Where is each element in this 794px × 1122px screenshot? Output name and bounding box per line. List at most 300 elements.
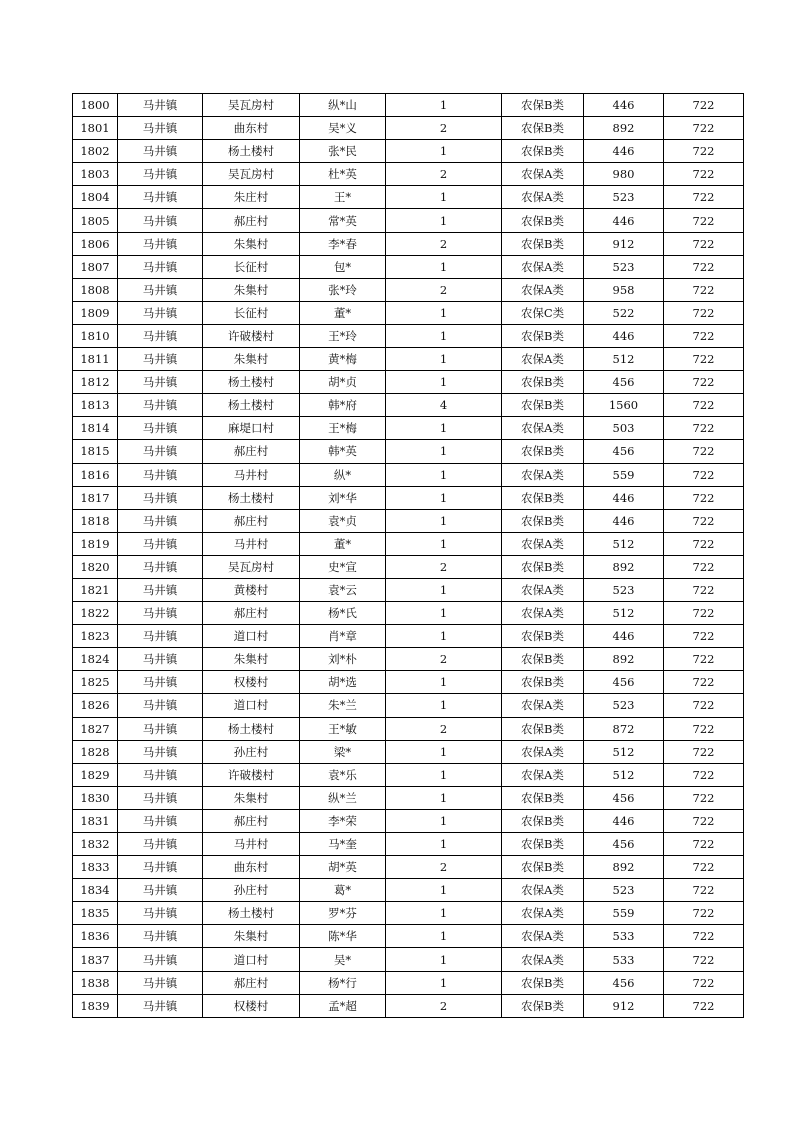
amount-cell: 912	[584, 232, 664, 255]
amount-cell: 512	[584, 763, 664, 786]
town-cell: 马井镇	[118, 833, 203, 856]
insurance-type-cell: 农保B类	[502, 994, 584, 1017]
row-number-cell: 1819	[73, 532, 118, 555]
code-cell: 722	[664, 394, 744, 417]
code-cell: 722	[664, 740, 744, 763]
town-cell: 马井镇	[118, 394, 203, 417]
amount-cell: 446	[584, 140, 664, 163]
village-cell: 黄楼村	[203, 578, 300, 601]
name-cell: 吴*义	[300, 117, 386, 140]
village-cell: 马井村	[203, 463, 300, 486]
household-count-cell: 1	[386, 255, 502, 278]
code-cell: 722	[664, 948, 744, 971]
insurance-type-cell: 农保B类	[502, 786, 584, 809]
amount-cell: 872	[584, 717, 664, 740]
insurance-type-cell: 农保B类	[502, 486, 584, 509]
row-number-cell: 1835	[73, 902, 118, 925]
row-number-cell: 1830	[73, 786, 118, 809]
name-cell: 杨*氏	[300, 602, 386, 625]
household-count-cell: 4	[386, 394, 502, 417]
name-cell: 胡*英	[300, 856, 386, 879]
insurance-type-cell: 农保B类	[502, 971, 584, 994]
amount-cell: 892	[584, 555, 664, 578]
insurance-type-cell: 农保B类	[502, 717, 584, 740]
row-number-cell: 1837	[73, 948, 118, 971]
name-cell: 李*春	[300, 232, 386, 255]
town-cell: 马井镇	[118, 971, 203, 994]
amount-cell: 892	[584, 117, 664, 140]
table-row	[73, 786, 744, 809]
town-cell: 马井镇	[118, 763, 203, 786]
amount-cell: 446	[584, 209, 664, 232]
village-cell: 杨土楼村	[203, 140, 300, 163]
town-cell: 马井镇	[118, 186, 203, 209]
household-count-cell: 1	[386, 740, 502, 763]
table-row	[73, 740, 744, 763]
code-cell: 722	[664, 856, 744, 879]
insurance-type-cell: 农保A类	[502, 532, 584, 555]
town-cell: 马井镇	[118, 486, 203, 509]
table-row	[73, 694, 744, 717]
village-cell: 郝庄村	[203, 602, 300, 625]
amount-cell: 533	[584, 925, 664, 948]
name-cell: 董*	[300, 532, 386, 555]
insurance-type-cell: 农保B类	[502, 671, 584, 694]
household-count-cell: 1	[386, 625, 502, 648]
name-cell: 包*	[300, 255, 386, 278]
town-cell: 马井镇	[118, 625, 203, 648]
town-cell: 马井镇	[118, 163, 203, 186]
name-cell: 孟*超	[300, 994, 386, 1017]
town-cell: 马井镇	[118, 879, 203, 902]
amount-cell: 912	[584, 994, 664, 1017]
insurance-type-cell: 农保A类	[502, 186, 584, 209]
insurance-type-cell: 农保A类	[502, 879, 584, 902]
town-cell: 马井镇	[118, 301, 203, 324]
village-cell: 郝庄村	[203, 971, 300, 994]
amount-cell: 512	[584, 348, 664, 371]
code-cell: 722	[664, 417, 744, 440]
name-cell: 杨*行	[300, 971, 386, 994]
code-cell: 722	[664, 555, 744, 578]
table-row	[73, 440, 744, 463]
town-cell: 马井镇	[118, 440, 203, 463]
village-cell: 朱集村	[203, 348, 300, 371]
table-row	[73, 971, 744, 994]
household-count-cell: 2	[386, 648, 502, 671]
insurance-type-cell: 农保B类	[502, 394, 584, 417]
household-count-cell: 2	[386, 163, 502, 186]
table-row	[73, 278, 744, 301]
table-row	[73, 994, 744, 1017]
household-count-cell: 1	[386, 417, 502, 440]
table-body	[73, 94, 744, 1018]
household-count-cell: 2	[386, 856, 502, 879]
name-cell: 常*英	[300, 209, 386, 232]
code-cell: 722	[664, 140, 744, 163]
town-cell: 马井镇	[118, 209, 203, 232]
town-cell: 马井镇	[118, 278, 203, 301]
amount-cell: 446	[584, 94, 664, 117]
code-cell: 722	[664, 763, 744, 786]
amount-cell: 456	[584, 440, 664, 463]
name-cell: 王*梅	[300, 417, 386, 440]
insurance-type-cell: 农保B类	[502, 509, 584, 532]
table-row	[73, 948, 744, 971]
code-cell: 722	[664, 278, 744, 301]
row-number-cell: 1807	[73, 255, 118, 278]
village-cell: 马井村	[203, 833, 300, 856]
code-cell: 722	[664, 717, 744, 740]
code-cell: 722	[664, 509, 744, 532]
town-cell: 马井镇	[118, 532, 203, 555]
town-cell: 马井镇	[118, 809, 203, 832]
amount-cell: 446	[584, 324, 664, 347]
row-number-cell: 1813	[73, 394, 118, 417]
village-cell: 权楼村	[203, 671, 300, 694]
name-cell: 罗*芬	[300, 902, 386, 925]
row-number-cell: 1815	[73, 440, 118, 463]
name-cell: 李*荣	[300, 809, 386, 832]
name-cell: 王*	[300, 186, 386, 209]
village-cell: 吴瓦房村	[203, 555, 300, 578]
row-number-cell: 1820	[73, 555, 118, 578]
amount-cell: 456	[584, 833, 664, 856]
insurance-type-cell: 农保B类	[502, 117, 584, 140]
row-number-cell: 1828	[73, 740, 118, 763]
village-cell: 郝庄村	[203, 809, 300, 832]
row-number-cell: 1836	[73, 925, 118, 948]
table-row	[73, 186, 744, 209]
code-cell: 722	[664, 440, 744, 463]
row-number-cell: 1808	[73, 278, 118, 301]
amount-cell: 522	[584, 301, 664, 324]
table-row	[73, 324, 744, 347]
row-number-cell: 1810	[73, 324, 118, 347]
name-cell: 黄*梅	[300, 348, 386, 371]
insurance-type-cell: 农保A类	[502, 694, 584, 717]
code-cell: 722	[664, 232, 744, 255]
amount-cell: 456	[584, 786, 664, 809]
town-cell: 马井镇	[118, 417, 203, 440]
name-cell: 张*民	[300, 140, 386, 163]
row-number-cell: 1817	[73, 486, 118, 509]
village-cell: 许破楼村	[203, 324, 300, 347]
village-cell: 朱庄村	[203, 186, 300, 209]
code-cell: 722	[664, 186, 744, 209]
name-cell: 纵*兰	[300, 786, 386, 809]
row-number-cell: 1806	[73, 232, 118, 255]
insurance-type-cell: 农保A类	[502, 348, 584, 371]
row-number-cell: 1822	[73, 602, 118, 625]
table-row	[73, 532, 744, 555]
household-count-cell: 1	[386, 140, 502, 163]
town-cell: 马井镇	[118, 717, 203, 740]
village-cell: 道口村	[203, 948, 300, 971]
amount-cell: 446	[584, 509, 664, 532]
table-row	[73, 879, 744, 902]
table-row	[73, 348, 744, 371]
code-cell: 722	[664, 902, 744, 925]
insurance-type-cell: 农保A类	[502, 578, 584, 601]
village-cell: 杨土楼村	[203, 486, 300, 509]
insurance-type-cell: 农保A类	[502, 255, 584, 278]
records-table	[72, 93, 744, 1018]
table-row	[73, 555, 744, 578]
village-cell: 朱集村	[203, 648, 300, 671]
table-row	[73, 140, 744, 163]
code-cell: 722	[664, 994, 744, 1017]
village-cell: 朱集村	[203, 925, 300, 948]
row-number-cell: 1832	[73, 833, 118, 856]
code-cell: 722	[664, 879, 744, 902]
code-cell: 722	[664, 602, 744, 625]
name-cell: 吴*	[300, 948, 386, 971]
row-number-cell: 1839	[73, 994, 118, 1017]
amount-cell: 512	[584, 602, 664, 625]
code-cell: 722	[664, 371, 744, 394]
amount-cell: 533	[584, 948, 664, 971]
table-row	[73, 925, 744, 948]
table-row	[73, 417, 744, 440]
row-number-cell: 1829	[73, 763, 118, 786]
household-count-cell: 1	[386, 440, 502, 463]
row-number-cell: 1824	[73, 648, 118, 671]
row-number-cell: 1814	[73, 417, 118, 440]
town-cell: 马井镇	[118, 786, 203, 809]
insurance-type-cell: 农保A类	[502, 948, 584, 971]
household-count-cell: 2	[386, 717, 502, 740]
name-cell: 张*玲	[300, 278, 386, 301]
household-count-cell: 1	[386, 186, 502, 209]
insurance-type-cell: 农保A类	[502, 763, 584, 786]
row-number-cell: 1805	[73, 209, 118, 232]
row-number-cell: 1809	[73, 301, 118, 324]
row-number-cell: 1804	[73, 186, 118, 209]
insurance-type-cell: 农保B类	[502, 833, 584, 856]
row-number-cell: 1812	[73, 371, 118, 394]
household-count-cell: 1	[386, 463, 502, 486]
village-cell: 杨土楼村	[203, 902, 300, 925]
household-count-cell: 2	[386, 232, 502, 255]
row-number-cell: 1811	[73, 348, 118, 371]
household-count-cell: 1	[386, 694, 502, 717]
row-number-cell: 1821	[73, 578, 118, 601]
row-number-cell: 1816	[73, 463, 118, 486]
insurance-type-cell: 农保A类	[502, 902, 584, 925]
code-cell: 722	[664, 532, 744, 555]
insurance-type-cell: 农保B类	[502, 324, 584, 347]
code-cell: 722	[664, 786, 744, 809]
town-cell: 马井镇	[118, 348, 203, 371]
amount-cell: 512	[584, 740, 664, 763]
row-number-cell: 1827	[73, 717, 118, 740]
household-count-cell: 1	[386, 809, 502, 832]
row-number-cell: 1823	[73, 625, 118, 648]
amount-cell: 980	[584, 163, 664, 186]
town-cell: 马井镇	[118, 925, 203, 948]
village-cell: 杨土楼村	[203, 394, 300, 417]
insurance-type-cell: 农保B类	[502, 555, 584, 578]
name-cell: 陈*华	[300, 925, 386, 948]
code-cell: 722	[664, 671, 744, 694]
name-cell: 肖*章	[300, 625, 386, 648]
code-cell: 722	[664, 209, 744, 232]
code-cell: 722	[664, 255, 744, 278]
table-row	[73, 717, 744, 740]
village-cell: 郝庄村	[203, 440, 300, 463]
table-row	[73, 394, 744, 417]
row-number-cell: 1831	[73, 809, 118, 832]
insurance-type-cell: 农保B类	[502, 209, 584, 232]
amount-cell: 446	[584, 809, 664, 832]
table-row	[73, 301, 744, 324]
town-cell: 马井镇	[118, 255, 203, 278]
name-cell: 胡*贞	[300, 371, 386, 394]
town-cell: 马井镇	[118, 671, 203, 694]
name-cell: 纵*	[300, 463, 386, 486]
amount-cell: 456	[584, 671, 664, 694]
amount-cell: 1560	[584, 394, 664, 417]
household-count-cell: 1	[386, 671, 502, 694]
amount-cell: 523	[584, 578, 664, 601]
name-cell: 韩*英	[300, 440, 386, 463]
household-count-cell: 1	[386, 902, 502, 925]
code-cell: 722	[664, 324, 744, 347]
amount-cell: 446	[584, 486, 664, 509]
town-cell: 马井镇	[118, 232, 203, 255]
town-cell: 马井镇	[118, 94, 203, 117]
household-count-cell: 2	[386, 117, 502, 140]
code-cell: 722	[664, 301, 744, 324]
household-count-cell: 1	[386, 763, 502, 786]
name-cell: 董*	[300, 301, 386, 324]
village-cell: 马井村	[203, 532, 300, 555]
household-count-cell: 1	[386, 371, 502, 394]
town-cell: 马井镇	[118, 324, 203, 347]
table-row	[73, 763, 744, 786]
insurance-type-cell: 农保A类	[502, 602, 584, 625]
town-cell: 马井镇	[118, 694, 203, 717]
household-count-cell: 1	[386, 786, 502, 809]
code-cell: 722	[664, 648, 744, 671]
household-count-cell: 1	[386, 602, 502, 625]
row-number-cell: 1838	[73, 971, 118, 994]
code-cell: 722	[664, 94, 744, 117]
code-cell: 722	[664, 809, 744, 832]
amount-cell: 958	[584, 278, 664, 301]
code-cell: 722	[664, 117, 744, 140]
table-row	[73, 833, 744, 856]
amount-cell: 892	[584, 856, 664, 879]
village-cell: 朱集村	[203, 278, 300, 301]
table-row	[73, 486, 744, 509]
name-cell: 王*玲	[300, 324, 386, 347]
insurance-type-cell: 农保B类	[502, 648, 584, 671]
table-row	[73, 671, 744, 694]
row-number-cell: 1825	[73, 671, 118, 694]
row-number-cell: 1826	[73, 694, 118, 717]
village-cell: 麻堤口村	[203, 417, 300, 440]
name-cell: 纵*山	[300, 94, 386, 117]
village-cell: 道口村	[203, 625, 300, 648]
insurance-type-cell: 农保B类	[502, 140, 584, 163]
row-number-cell: 1800	[73, 94, 118, 117]
table-row	[73, 117, 744, 140]
name-cell: 王*敏	[300, 717, 386, 740]
insurance-type-cell: 农保B类	[502, 856, 584, 879]
household-count-cell: 1	[386, 324, 502, 347]
insurance-type-cell: 农保B类	[502, 625, 584, 648]
town-cell: 马井镇	[118, 140, 203, 163]
town-cell: 马井镇	[118, 948, 203, 971]
table-row	[73, 809, 744, 832]
amount-cell: 523	[584, 255, 664, 278]
table-row	[73, 578, 744, 601]
village-cell: 吴瓦房村	[203, 94, 300, 117]
name-cell: 韩*府	[300, 394, 386, 417]
household-count-cell: 1	[386, 301, 502, 324]
household-count-cell: 1	[386, 948, 502, 971]
name-cell: 马*奎	[300, 833, 386, 856]
amount-cell: 512	[584, 532, 664, 555]
name-cell: 袁*乐	[300, 763, 386, 786]
name-cell: 朱*兰	[300, 694, 386, 717]
household-count-cell: 1	[386, 833, 502, 856]
table-row	[73, 509, 744, 532]
insurance-type-cell: 农保A类	[502, 163, 584, 186]
insurance-type-cell: 农保B类	[502, 809, 584, 832]
code-cell: 722	[664, 625, 744, 648]
insurance-type-cell: 农保B类	[502, 94, 584, 117]
village-cell: 吴瓦房村	[203, 163, 300, 186]
town-cell: 马井镇	[118, 555, 203, 578]
row-number-cell: 1801	[73, 117, 118, 140]
insurance-type-cell: 农保A类	[502, 278, 584, 301]
row-number-cell: 1833	[73, 856, 118, 879]
town-cell: 马井镇	[118, 371, 203, 394]
town-cell: 马井镇	[118, 578, 203, 601]
amount-cell: 456	[584, 971, 664, 994]
household-count-cell: 1	[386, 509, 502, 532]
table-row	[73, 856, 744, 879]
name-cell: 袁*云	[300, 578, 386, 601]
town-cell: 马井镇	[118, 117, 203, 140]
village-cell: 郝庄村	[203, 509, 300, 532]
table-row	[73, 255, 744, 278]
code-cell: 722	[664, 486, 744, 509]
village-cell: 朱集村	[203, 232, 300, 255]
code-cell: 722	[664, 163, 744, 186]
row-number-cell: 1834	[73, 879, 118, 902]
insurance-type-cell: 农保A类	[502, 925, 584, 948]
town-cell: 马井镇	[118, 994, 203, 1017]
name-cell: 刘*华	[300, 486, 386, 509]
household-count-cell: 1	[386, 486, 502, 509]
town-cell: 马井镇	[118, 463, 203, 486]
row-number-cell: 1803	[73, 163, 118, 186]
village-cell: 孙庄村	[203, 879, 300, 902]
household-count-cell: 1	[386, 879, 502, 902]
household-count-cell: 1	[386, 925, 502, 948]
table-row	[73, 232, 744, 255]
name-cell: 胡*选	[300, 671, 386, 694]
household-count-cell: 1	[386, 578, 502, 601]
amount-cell: 523	[584, 879, 664, 902]
table-row	[73, 625, 744, 648]
row-number-cell: 1802	[73, 140, 118, 163]
insurance-type-cell: 农保B类	[502, 371, 584, 394]
